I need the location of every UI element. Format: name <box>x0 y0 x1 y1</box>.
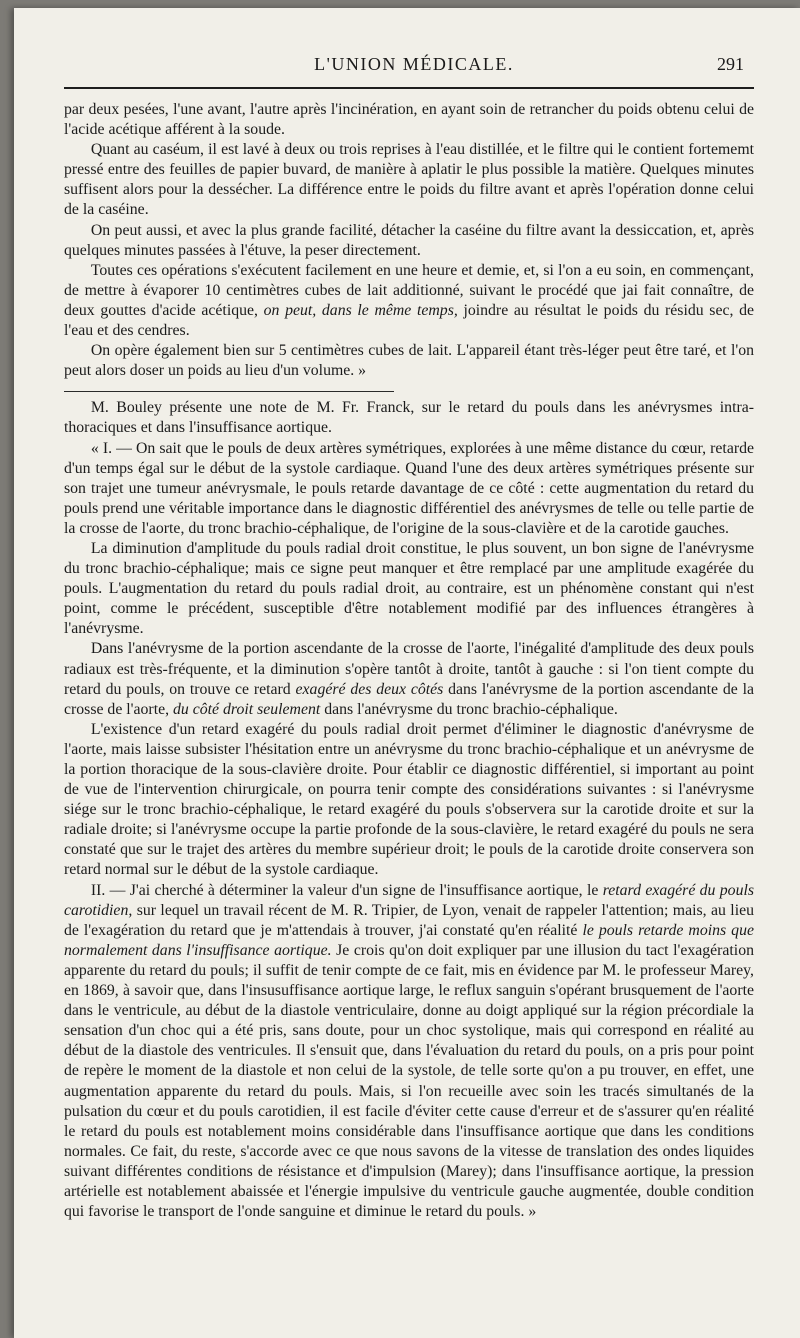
header-rule <box>64 87 754 89</box>
text-segment: L'existence d'un retard exagéré du pouls radial droit permet d'éliminer le diagnostic d'anévrysme de l'aorte, mais laisse subsister l'hésitation entre un anévrysme du tronc brachio-céphalique et un anévrysme de la portion thoracique de la sous-clavière droite. Pour établir ce diagnostic différentiel, si important au point de vue de l'intervention chirurgicale, on pourra tenir compte des considérations suivantes : si l'anévrysme siége sur le tronc brachio-céphalique, le retard exagéré du pouls s'observera sur la carotide droite et sur la radiale droite; si l'anévrysme occupe la partie profonde de la sous-clavière, le retard exagéré du pouls ne sera constaté que sur le trajet des artères du membre supérieur droit; le pouls de la carotide droite conservera son retard normal sur le début de la systole cardiaque. <box>64 720 754 879</box>
text-segment: dans l'anévrysme de la portion ascendante de la crosse de l'aorte, <box>64 680 754 718</box>
text-segment: La diminution d'amplitude du pouls radial droit constitue, le plus souvent, un bon signe de l'anévrysme du tronc brachio-céphalique; mais ce signe peut manquer et être remplacé par une amplitude exagérée du pouls. L'augmentation du retard du pouls radial droit, au contraire, est un phénomène constant qui n'est point, comme le précédent, susceptible d'être notablement modifié par des influences étrangères à l'anévrysme. <box>64 539 754 638</box>
text-segment: par deux pesées, l'une avant, l'autre après l'incinération, en ayant soin de retrancher du poids obtenu celui de l'acide acétique afférent à la soude. <box>64 101 754 139</box>
italic-text: du côté droit seulement <box>173 700 321 718</box>
paragraph-p7 <box>64 439 754 539</box>
section-separator <box>64 391 394 392</box>
paragraph-p1 <box>64 100 754 140</box>
paragraph-p11 <box>64 881 754 1223</box>
text-segment: sur lequel un travail récent de M. R. Tripier, de Lyon, venait de rappeler l'attention; mais, au lieu de l'exagération du retard que je m'attendais à trouver, j'ai constaté qu'en réalité <box>64 901 754 939</box>
text-segment: Toutes ces opérations s'exécutent facilement en une heure et demie, et, si l'on a eu soin, en commençant, de mettre à évaporer 10 centimètres cubes de lait additionné, suivant le procédé que jai fait connaître, de deux gouttes d'acide acétique, <box>64 261 754 319</box>
paragraph-p2 <box>64 140 754 220</box>
text-segment: Je crois qu'on doit expliquer par une illusion du tact l'exagération apparente du retard du pouls; il suffit de tenir compte de ce fait, mis en évidence par M. le professeur Marey, en 1869, à savoir que, dans l'insusuffisance aortique large, le reflux sanguin s'opérant brusquement de l'aorte dans le ventricule, au début de la diastole ventriculaire, donne au doigt appliqué sur la région précordiale la sensation d'un choc qui a été pris, sans doute, pour un choc systolique, mais qui correspond en réalité au début de la diastole des ventricules. Il s'ensuit que, dans l'évaluation du retard du pouls, on a pris pour point de repère le moment de la diastole et non celui de la systole, de telle sorte qu'on a pu trouver, en effet, une augmentation apparente du retard du pouls. Mais, si l'on recueille avec soin les tracés simultanés de la pulsation du cœur et du pouls carotidien, il est facile d'éviter cette cause d'erreur et de s'assurer qu'en réalité le retard du pouls est notablement moins considérable dans l'insuffisance aortique que dans les conditions normales. Ce fait, du reste, s'accorde avec ce que nous savons de la vitesse de translation des ondes liquides suivant différentes conditions de résistance et d'impulsion (Marey); dans l'insuffisance aortique, la pression artérielle est notablement abaissée et l'énergie impulsive du ventricule gauche augmentée, double condition qui favorise le transport de l'onde sanguine et diminue le retard du pouls. » <box>64 941 754 1221</box>
italic-text: exagéré des deux côtés <box>295 680 444 698</box>
body-text <box>64 100 754 1222</box>
paragraph-p6 <box>64 398 754 438</box>
italic-text: le pouls retarde moins que normalement dans l'insuffisance aortique. <box>64 921 754 959</box>
paragraph-p9 <box>64 639 754 719</box>
text-segment: M. Bouley présente une note de M. Fr. Franck, sur le retard du pouls dans les anévrysmes intra-thoraciques et dans l'insuffisance aortique. <box>64 399 754 437</box>
paragraph-p4 <box>64 261 754 341</box>
text-segment: On opère également bien sur 5 centimètres cubes de lait. L'appareil étant très-léger peut être taré, et l'on peut alors doser un poids au lieu d'un volume. » <box>64 342 754 380</box>
paragraph-p5 <box>64 341 754 381</box>
italic-text: retard exagéré du pouls carotidien, <box>64 881 755 919</box>
text-segment: joindre au résultat le poids du résidu sec, de l'eau et des cendres. <box>64 301 754 340</box>
paragraph-p10 <box>64 720 754 881</box>
text-segment: dans l'anévrysme du tronc brachio-céphalique. <box>320 700 618 718</box>
text-segment: « I. — On sait que le pouls de deux artères symétriques, explorées à une même distance du cœur, retarde d'un temps égal sur le début de la systole cardiaque. Quand l'une des deux artères symétriques présente sur son trajet une tumeur anévrysmale, le pouls retarde davantage de ce côté : cette augmentation du retard du pouls prend une véritable importance dans le diagnostic différentiel des anévrysmes de telle ou telle partie de la crosse de l'aorte, du tronc brachio-céphalique, de l'origine de la sous-clavière et de la carotide gauches. <box>64 439 754 537</box>
paragraph-p8 <box>64 539 754 639</box>
running-title: L'UNION MÉDICALE. <box>314 54 514 74</box>
page-header <box>74 54 754 84</box>
text-segment: II. — J'ai cherché à déterminer la valeur d'un signe de l'insuffisance aortique, le <box>90 881 603 899</box>
text-segment: Dans l'anévrysme de la portion ascendante de la crosse de l'aorte, l'inégalité d'amplitude des deux pouls radiaux est très-fréquente, et la diminution s'opère tantôt à droite, tantôt à gauche : si l'on tient compte du retard du pouls, on trouve ce retard <box>64 640 754 698</box>
paragraph-p3 <box>64 221 754 261</box>
text-segment: Quant au caséum, il est lavé à deux ou trois reprises à l'eau distillée, et le filtre qui le contient fortememt pressé entre des feuilles de papier buvard, de manière à aplatir le plus possible la matière. Quelques minutes suffisent alors pour la dessécher. La différence entre le poids du filtre avant et après l'opération donne celui de la caséine. <box>64 141 754 219</box>
scanned-page <box>14 8 800 1338</box>
text-segment: On peut aussi, et avec la plus grande facilité, détacher la caséine du filtre avant la dessiccation, et, après quelques minutes passées à l'étuve, la peser directement. <box>64 221 754 259</box>
page-number: 291 <box>717 54 744 74</box>
italic-text: on peut, dans le même temps, <box>263 301 458 319</box>
